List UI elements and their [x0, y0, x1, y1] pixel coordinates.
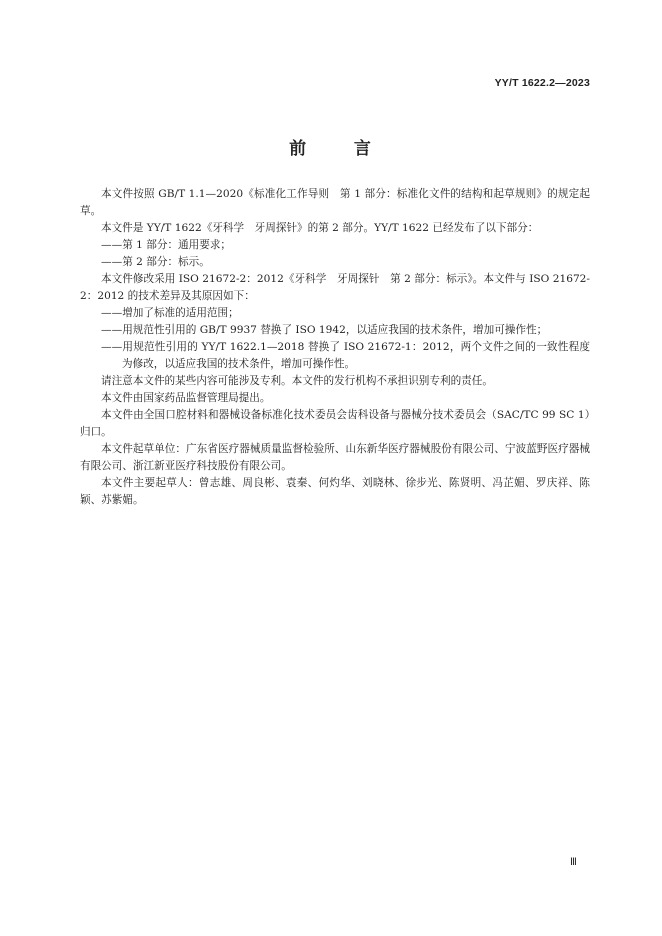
paragraph-drafting-rules: 本文件按照 GB/T 1.1—2020《标准化工作导则 第 1 部分：标准化文件的结构和起草规则》的规定起草。	[80, 188, 590, 217]
title-char-2: 言	[353, 139, 373, 159]
list-item-part1: ——第 1 部分：通用要求；	[101, 239, 232, 251]
list-item-difference-3: ——用规范性引用的 YY/T 1622.1—2018 替换了 ISO 21672-1：2012，两个文件之间的一致性程度为修改，以适应我国的技术条件，增加可操作性。	[101, 341, 590, 370]
standard-code: YY/T 1622.2—2023	[494, 77, 590, 89]
paragraph-proposer: 本文件由国家药品监督管理局提出。	[101, 392, 271, 404]
list-item-part2: ——第 2 部分：标示。	[101, 256, 210, 268]
page-title	[0, 134, 662, 159]
paragraph-drafting-units: 本文件起草单位：广东省医疗器械质量监督检验所、山东新华医疗器械股份有限公司、宁波蓝野医疗器械有限公司、浙江新亚医疗科技股份有限公司。	[80, 443, 590, 472]
paragraph-iso-adoption: 本文件修改采用 ISO 21672-2：2012《牙科学 牙周探针 第 2 部分：标示》。本文件与 ISO 21672-2：2012 的技术差异及其原因如下：	[80, 273, 590, 302]
list-item-difference-2: ——用规范性引用的 GB/T 9937 替换了 ISO 1942，以适应我国的技术条件，增加可操作性；	[101, 324, 548, 336]
paragraph-drafters: 本文件主要起草人：曾志雄、周良彬、袁秦、何灼华、刘晓林、徐步光、陈贤明、冯芷媚、罗庆祥、陈颖、苏紫媚。	[80, 477, 590, 506]
title-char-1: 前	[289, 139, 309, 159]
list-item-difference-1: ——增加了标准的适用范围；	[101, 307, 239, 319]
paragraph-patent-notice: 请注意本文件的某些内容可能涉及专利。本文件的发行机构不承担识别专利的责任。	[101, 375, 493, 387]
page-number: Ⅲ	[570, 857, 577, 868]
foreword-body	[80, 186, 590, 509]
paragraph-series-info: 本文件是 YY/T 1622《牙科学 牙周探针》的第 2 部分。YY/T 1622 已经发布了以下部分：	[101, 222, 539, 234]
paragraph-committee: 本文件由全国口腔材料和器械设备标准化技术委员会齿科设备与器械分技术委员会（SAC/TC 99 SC 1）归口。	[80, 409, 590, 438]
